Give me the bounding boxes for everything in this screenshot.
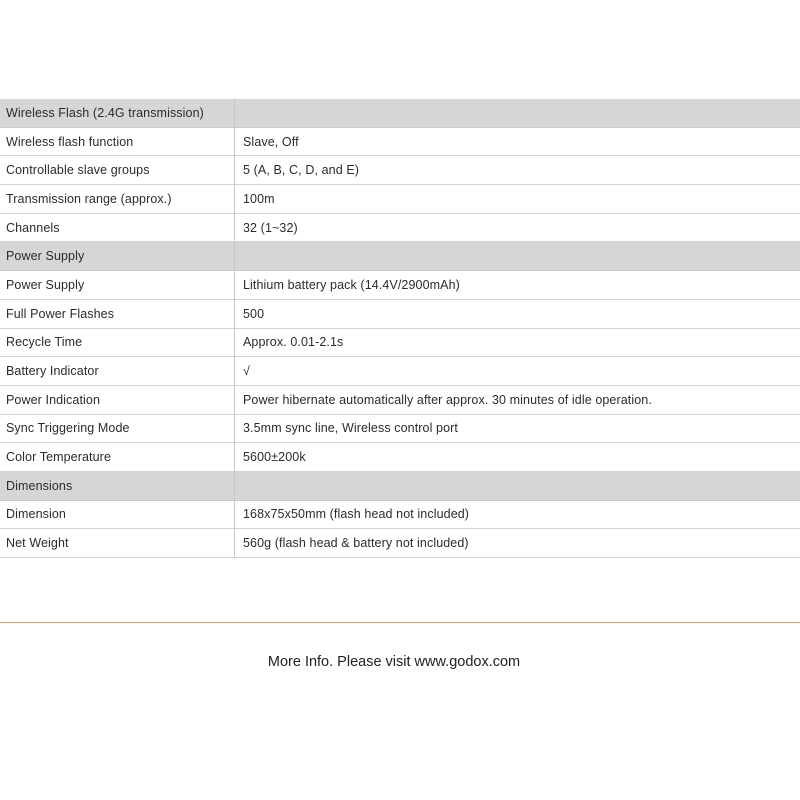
section-title: Wireless Flash (2.4G transmission) — [0, 99, 235, 127]
row-label: Battery Indicator — [0, 357, 235, 385]
row-value: Slave, Off — [243, 134, 299, 149]
row-label: Net Weight — [0, 529, 235, 557]
row-value: 5600±200k — [243, 450, 306, 465]
row-label: Sync Triggering Mode — [0, 415, 235, 443]
table-row — [0, 156, 800, 185]
spec-table — [0, 99, 800, 558]
row-value: 32 (1~32) — [243, 220, 298, 235]
row-label: Transmission range (approx.) — [0, 185, 235, 213]
table-row — [0, 415, 800, 444]
row-value: √ — [243, 364, 250, 379]
row-label: Wireless flash function — [0, 128, 235, 156]
section-title: Power Supply — [0, 242, 235, 270]
table-row — [0, 501, 800, 530]
row-value: Approx. 0.01-2.1s — [243, 335, 344, 350]
table-row — [0, 529, 800, 558]
row-label: Full Power Flashes — [0, 300, 235, 328]
row-label: Dimension — [0, 501, 235, 529]
section-header-power-supply — [0, 242, 800, 271]
table-row — [0, 214, 800, 243]
row-value: Lithium battery pack (14.4V/2900mAh) — [243, 277, 460, 292]
table-row — [0, 128, 800, 157]
row-value: 5 (A, B, C, D, and E) — [243, 163, 360, 178]
row-label: Controllable slave groups — [0, 156, 235, 184]
table-row — [0, 357, 800, 386]
row-label: Color Temperature — [0, 443, 235, 471]
table-row — [0, 443, 800, 472]
row-value: 3.5mm sync line, Wireless control port — [243, 421, 458, 436]
row-value: Power hibernate automatically after approx. 30 minutes of idle operation. — [243, 392, 652, 407]
table-row — [0, 271, 800, 300]
footer-divider — [0, 622, 800, 623]
table-row — [0, 329, 800, 358]
row-value: 100m — [243, 191, 275, 206]
section-header-wireless-flash — [0, 99, 800, 128]
row-value: 560g (flash head & battery not included) — [243, 536, 469, 551]
row-value: 168x75x50mm (flash head not included) — [243, 507, 470, 522]
row-label: Power Indication — [0, 386, 235, 414]
row-label: Recycle Time — [0, 329, 235, 357]
table-row — [0, 386, 800, 415]
footer-info-text: More Info. Please visit www.godox.com — [267, 654, 521, 670]
section-header-dimensions — [0, 472, 800, 501]
section-title: Dimensions — [0, 472, 235, 500]
row-label: Channels — [0, 214, 235, 242]
row-value: 500 — [243, 306, 265, 321]
table-row — [0, 185, 800, 214]
table-row — [0, 300, 800, 329]
row-label: Power Supply — [0, 271, 235, 299]
